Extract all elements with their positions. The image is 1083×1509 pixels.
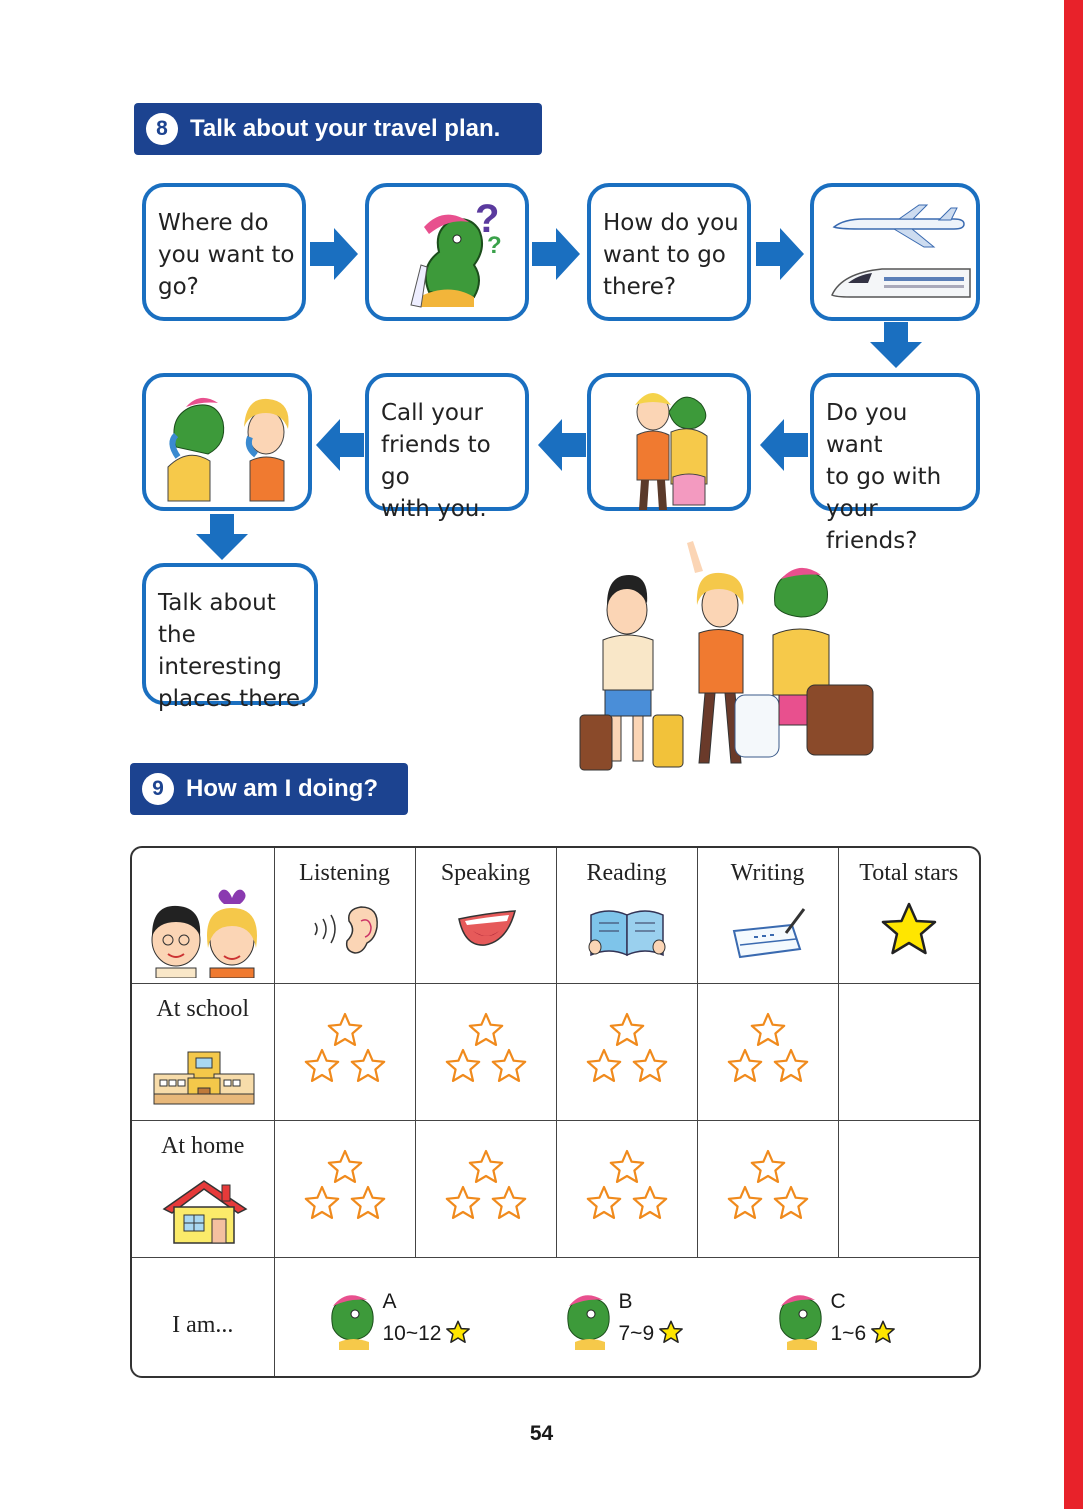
- flow-box-call: [365, 373, 529, 522]
- three-stars-icon[interactable]: [584, 1012, 670, 1090]
- page-edge-bar: [1064, 0, 1083, 1509]
- star-filled-icon: [870, 1320, 896, 1344]
- rating-a[interactable]: [325, 1288, 505, 1358]
- thinking-dinosaur-icon: [369, 187, 525, 317]
- column-listening-label: Listening: [299, 860, 390, 886]
- plane-and-train-icon: [814, 187, 976, 317]
- ear-icon: [305, 901, 385, 961]
- house-icon: [160, 1177, 250, 1247]
- children-faces-icon: [138, 878, 268, 978]
- column-writing: [697, 848, 838, 983]
- svg-text:?: ?: [487, 232, 502, 259]
- column-reading-label: Reading: [586, 860, 667, 886]
- star-filled-icon: [879, 901, 939, 957]
- rating-c-letter: C: [830, 1289, 846, 1313]
- arrow-left-icon: [536, 415, 588, 475]
- star-cell[interactable]: [415, 983, 556, 1120]
- row-at-school-label: At school: [156, 995, 250, 1022]
- travelers-illustration: [575, 535, 880, 797]
- star-cell[interactable]: [556, 983, 697, 1120]
- three-stars-icon[interactable]: [443, 1149, 529, 1227]
- three-stars-icon[interactable]: [302, 1149, 388, 1227]
- arrow-right-icon: [530, 224, 582, 284]
- row-at-school: [132, 983, 274, 1120]
- flow-box-how: [587, 183, 751, 321]
- arrow-left-icon: [314, 415, 366, 475]
- rating-a-range: 10~12: [383, 1320, 472, 1346]
- section-8-title: Talk about your travel plan.: [190, 115, 501, 142]
- star-cell[interactable]: [274, 1120, 415, 1257]
- dinosaur-face-icon: [325, 1288, 381, 1352]
- self-assessment-table: [130, 846, 981, 1378]
- star-filled-icon: [445, 1320, 471, 1344]
- school-building-icon: [152, 1048, 256, 1108]
- arrow-down-icon: [866, 320, 926, 370]
- page-number: 54: [529, 1422, 554, 1445]
- phone-call-icon: [146, 377, 308, 511]
- mouth-icon: [451, 901, 521, 961]
- flow-text-where: Where do you want to go?: [158, 210, 295, 300]
- flow-box-where: [142, 183, 306, 321]
- notebook-pen-icon: [726, 901, 810, 961]
- flow-box-friends-question: [810, 373, 980, 554]
- friends-hugging-icon: [591, 377, 747, 511]
- flow-text-how: How do you want to go there?: [603, 210, 739, 300]
- flow-text-talk: Talk about the interesting places there.: [158, 590, 308, 712]
- three-stars-icon[interactable]: [443, 1012, 529, 1090]
- rating-c[interactable]: [773, 1288, 953, 1358]
- flow-box-thinking: [365, 183, 529, 321]
- flow-box-phone: [142, 373, 312, 511]
- header-children-cell: [132, 848, 274, 983]
- book-icon: [585, 901, 669, 961]
- dinosaur-face-icon: [561, 1288, 617, 1352]
- row-i-am-label: I am...: [172, 1311, 234, 1338]
- flow-box-talk: [142, 563, 318, 712]
- section-9-title: How am I doing?: [186, 775, 378, 802]
- section-8-number: 8: [146, 113, 178, 145]
- column-listening: [274, 848, 415, 983]
- flow-box-hugging: [587, 373, 751, 511]
- rating-b-letter: B: [618, 1289, 633, 1313]
- star-filled-icon: [658, 1320, 684, 1344]
- rating-b-range: 7~9: [619, 1320, 685, 1346]
- total-stars-cell[interactable]: [838, 1120, 979, 1257]
- flow-text-friends-question: Do you want to go with your friends?: [826, 400, 942, 554]
- column-speaking-label: Speaking: [440, 860, 531, 886]
- flow-box-transport: [810, 183, 980, 321]
- three-stars-icon[interactable]: [302, 1012, 388, 1090]
- row-at-home-label: At home: [161, 1132, 245, 1159]
- rating-a-letter: A: [382, 1289, 397, 1313]
- star-cell[interactable]: [415, 1120, 556, 1257]
- rating-c-range: 1~6: [831, 1320, 897, 1346]
- three-stars-icon[interactable]: [725, 1012, 811, 1090]
- rating-b[interactable]: [561, 1288, 741, 1358]
- arrow-right-icon: [754, 224, 806, 284]
- row-i-am: [132, 1257, 274, 1376]
- section-9-header: [130, 763, 408, 815]
- star-cell[interactable]: [556, 1120, 697, 1257]
- column-speaking: [415, 848, 556, 983]
- column-writing-label: Writing: [730, 860, 805, 886]
- section-8-header: [134, 103, 542, 155]
- arrow-right-icon: [308, 224, 360, 284]
- three-stars-icon[interactable]: [725, 1149, 811, 1227]
- arrow-down-icon: [192, 512, 252, 562]
- dinosaur-face-icon: [773, 1288, 829, 1352]
- column-total-stars-label: Total stars: [859, 860, 959, 886]
- column-reading: [556, 848, 697, 983]
- star-cell[interactable]: [274, 983, 415, 1120]
- column-total-stars: [838, 848, 979, 983]
- section-9-number: 9: [142, 773, 174, 805]
- svg-text:?: ?: [475, 197, 500, 241]
- total-stars-cell[interactable]: [838, 983, 979, 1120]
- three-stars-icon[interactable]: [584, 1149, 670, 1227]
- arrow-left-icon: [758, 415, 810, 475]
- rating-cell: [274, 1257, 979, 1376]
- star-cell[interactable]: [697, 983, 838, 1120]
- flow-text-call: Call your friends to go with you.: [381, 400, 491, 522]
- row-at-home: [132, 1120, 274, 1257]
- star-cell[interactable]: [697, 1120, 838, 1257]
